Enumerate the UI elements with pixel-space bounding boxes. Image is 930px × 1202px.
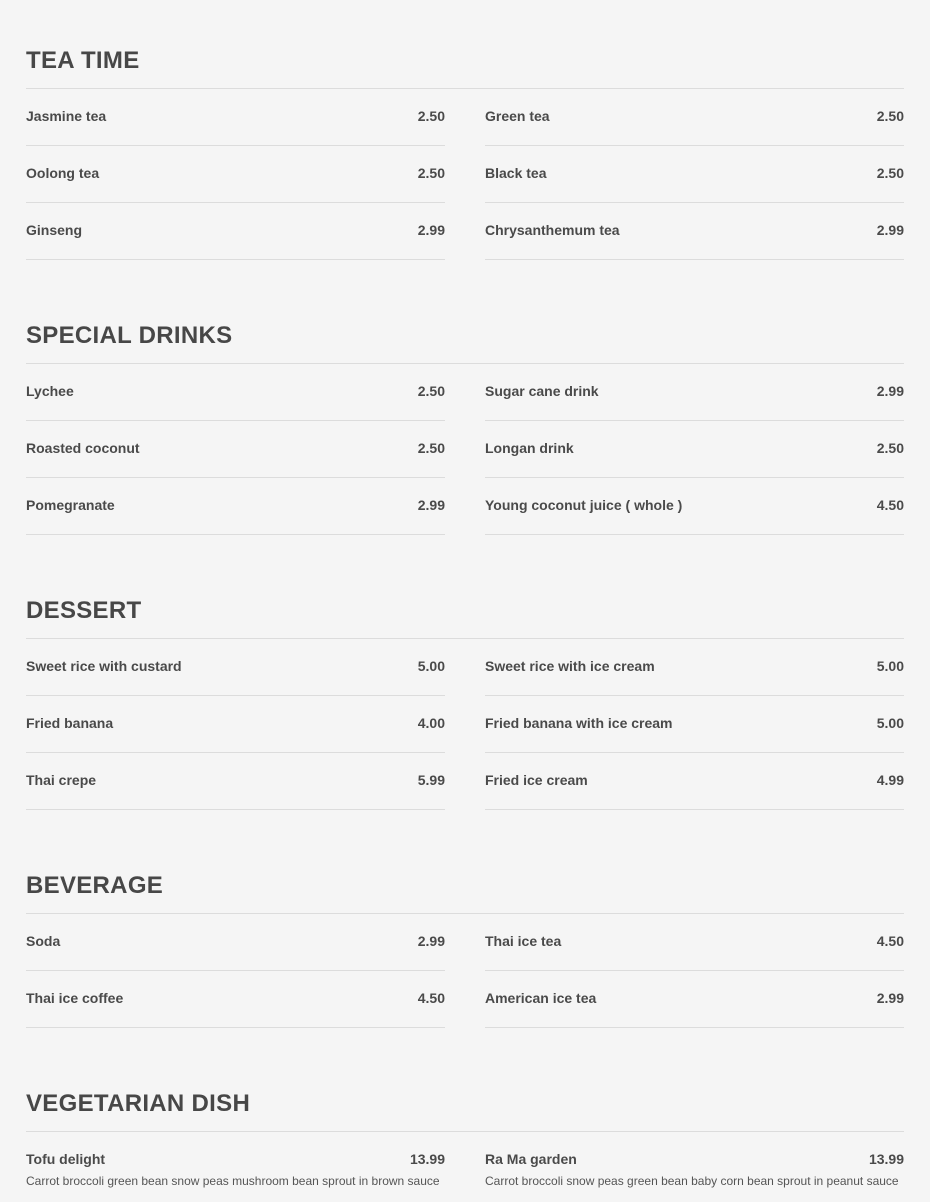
menu-column-left xyxy=(26,639,445,810)
menu-item[interactable] xyxy=(26,421,445,478)
menu-item[interactable] xyxy=(485,971,904,1028)
item-price: 4.50 xyxy=(417,990,445,1006)
item-price: 2.99 xyxy=(417,933,445,949)
menu-item[interactable] xyxy=(485,89,904,146)
item-price: 2.99 xyxy=(417,497,445,513)
item-name: Thai ice coffee xyxy=(26,990,124,1006)
menu-item[interactable] xyxy=(26,753,445,810)
section-title: DESSERT xyxy=(26,597,142,624)
item-name: Roasted coconut xyxy=(26,440,140,456)
item-price: 2.99 xyxy=(876,383,904,399)
item-price: 2.99 xyxy=(876,222,904,238)
item-name: American ice tea xyxy=(485,990,597,1006)
item-price: 2.50 xyxy=(876,165,904,181)
menu-item[interactable] xyxy=(485,364,904,421)
item-price: 4.50 xyxy=(876,933,904,949)
item-name: Black tea xyxy=(485,165,547,181)
item-price: 4.99 xyxy=(876,772,904,788)
item-name: Fried banana with ice cream xyxy=(485,715,673,731)
item-name: Ra Ma garden xyxy=(485,1151,577,1167)
item-price: 4.50 xyxy=(876,497,904,513)
menu-item[interactable] xyxy=(485,203,904,260)
menu-item[interactable] xyxy=(485,753,904,810)
item-name: Thai crepe xyxy=(26,772,97,788)
item-name: Chrysanthemum tea xyxy=(485,222,620,238)
item-name: Sugar cane drink xyxy=(485,383,599,399)
item-price: 4.00 xyxy=(417,715,445,731)
menu-item[interactable] xyxy=(485,639,904,696)
menu-item[interactable] xyxy=(26,146,445,203)
item-name: Oolong tea xyxy=(26,165,100,181)
menu-item[interactable] xyxy=(485,696,904,753)
menu-column-left xyxy=(26,89,445,260)
item-name: Green tea xyxy=(485,108,550,124)
item-price: 5.00 xyxy=(876,715,904,731)
menu-item[interactable] xyxy=(26,639,445,696)
item-name: Young coconut juice ( whole ) xyxy=(485,497,683,513)
item-price: 2.99 xyxy=(417,222,445,238)
menu-item[interactable] xyxy=(26,364,445,421)
menu-item[interactable] xyxy=(26,696,445,753)
item-name: Sweet rice with custard xyxy=(26,658,182,674)
item-name: Lychee xyxy=(26,383,74,399)
menu-column-left xyxy=(26,1132,445,1202)
item-name: Pomegranate xyxy=(26,497,115,513)
item-name: Thai ice tea xyxy=(485,933,562,949)
menu-item[interactable] xyxy=(485,914,904,971)
item-name: Soda xyxy=(26,933,61,949)
section-title: SPECIAL DRINKS xyxy=(26,322,233,349)
section-title: VEGETARIAN DISH xyxy=(26,1090,251,1117)
section-title: BEVERAGE xyxy=(26,872,164,899)
menu-item[interactable] xyxy=(26,971,445,1028)
menu-column-right xyxy=(485,364,904,535)
menu-column-left xyxy=(26,364,445,535)
item-name: Fried ice cream xyxy=(485,772,588,788)
menu-item[interactable] xyxy=(26,478,445,535)
menu-item[interactable] xyxy=(485,478,904,535)
item-price: 2.50 xyxy=(876,440,904,456)
item-name: Fried banana xyxy=(26,715,114,731)
menu-item[interactable] xyxy=(26,89,445,146)
menu-column-right xyxy=(485,1132,904,1202)
item-name: Sweet rice with ice cream xyxy=(485,658,655,674)
item-name: Ginseng xyxy=(26,222,83,238)
menu-item[interactable] xyxy=(485,421,904,478)
item-price: 5.99 xyxy=(417,772,445,788)
item-name: Jasmine tea xyxy=(26,108,107,124)
item-description: Carrot broccoli green bean snow peas mushroom bean sprout in brown sauce xyxy=(26,1174,440,1188)
menu-column-right xyxy=(485,914,904,1028)
item-name: Tofu delight xyxy=(26,1151,106,1167)
item-description: Carrot broccoli snow peas green bean baby corn bean sprout in peanut sauce xyxy=(485,1174,899,1188)
menu-item[interactable] xyxy=(26,914,445,971)
item-price: 13.99 xyxy=(409,1151,445,1167)
item-name: Longan drink xyxy=(485,440,574,456)
section-title: TEA TIME xyxy=(26,47,140,74)
menu-item[interactable] xyxy=(26,203,445,260)
menu-item[interactable] xyxy=(485,146,904,203)
item-price: 2.50 xyxy=(417,165,445,181)
item-price: 2.50 xyxy=(876,108,904,124)
menu-column-left xyxy=(26,914,445,1028)
menu-column-right xyxy=(485,639,904,810)
item-price: 2.50 xyxy=(417,440,445,456)
item-price: 2.50 xyxy=(417,108,445,124)
menu-item[interactable] xyxy=(26,1132,445,1202)
item-price: 2.99 xyxy=(876,990,904,1006)
item-price: 13.99 xyxy=(868,1151,904,1167)
item-price: 5.00 xyxy=(876,658,904,674)
item-price: 2.50 xyxy=(417,383,445,399)
menu-column-right xyxy=(485,89,904,260)
item-price: 5.00 xyxy=(417,658,445,674)
menu-item[interactable] xyxy=(485,1132,904,1202)
